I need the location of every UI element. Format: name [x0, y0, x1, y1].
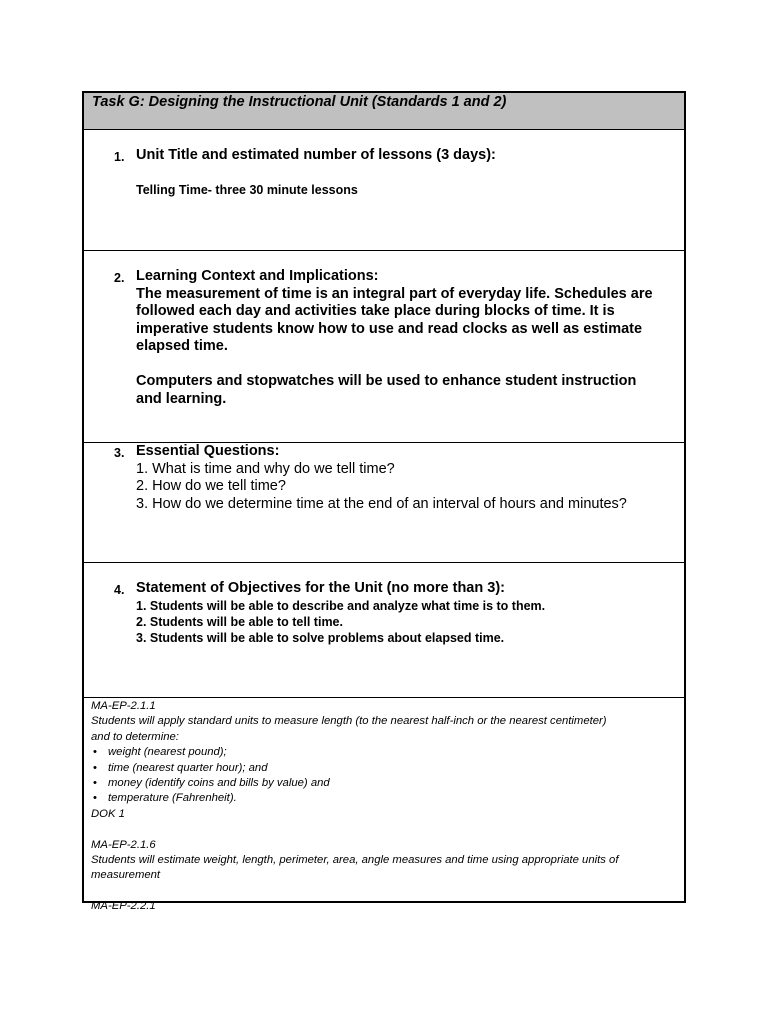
section-3-content — [136, 443, 676, 513]
section-1-number: 1. — [114, 150, 125, 164]
section-3-heading: Essential Questions: — [136, 443, 280, 459]
standards-content — [91, 699, 680, 915]
objectives-list — [136, 598, 676, 646]
list-item: • weight (nearest pound); — [91, 745, 680, 760]
standard-text: Students will estimate weight, length, perimeter, area, angle measures and time using appropriate units of — [91, 854, 619, 867]
context-line: imperative students know how to use and read clocks as well as estimate — [136, 320, 643, 337]
standards-row — [84, 698, 684, 913]
question-item: 1. What is time and why do we tell time? — [136, 460, 395, 477]
standard-code: MA-EP-2.1.6 — [91, 838, 156, 851]
section-4-row — [84, 563, 684, 698]
standard-bullet-list — [91, 745, 680, 807]
list-item: • time (nearest quarter hour); and — [91, 761, 680, 776]
standard-code: MA-EP-2.2.1 — [91, 900, 156, 913]
list-item: • temperature (Fahrenheit). — [91, 791, 680, 806]
question-item: 2. How do we tell time? — [136, 478, 286, 494]
standard-text: measurement — [91, 869, 161, 882]
dok-level: DOK 1 — [91, 807, 125, 820]
standard-code: MA-EP-2.1.1 — [91, 700, 156, 712]
section-2-heading: Learning Context and Implications: — [136, 268, 379, 284]
objective-item: 2. Students will be able to tell time. — [136, 615, 343, 629]
instructional-unit-table — [82, 91, 686, 913]
context-line: and learning. — [136, 390, 227, 407]
section-1-row — [84, 130, 684, 251]
context-line: followed each day and activities take place during blocks of time. It is — [136, 303, 615, 319]
question-item: 3. How do we determine time at the end of an interval of hours and minutes? — [136, 495, 627, 512]
section-2-number: 2. — [114, 271, 125, 285]
standard-text: and to determine: — [91, 730, 179, 743]
objective-item: 1. Students will be able to describe and analyze what time is to them. — [136, 599, 546, 613]
section-4-heading: Statement of Objectives for the Unit (no more than 3): — [136, 580, 505, 596]
list-item: • money (identify coins and bills by value) and — [91, 776, 680, 791]
table-header-row — [84, 93, 684, 130]
context-line: Computers and stopwatches will be used to enhance student instruction — [136, 373, 637, 389]
section-1-heading: Unit Title and estimated number of lessons (3 days): — [136, 147, 496, 163]
unit-title-text: Telling Time- three 30 minute lessons — [136, 183, 358, 197]
section-2-content — [136, 268, 676, 408]
section-3-number: 3. — [114, 446, 125, 460]
objective-item: 3. Students will be able to solve problems about elapsed time. — [136, 631, 505, 645]
context-line: elapsed time. — [136, 338, 228, 354]
task-title: Task G: Designing the Instructional Unit (Standards 1 and 2) — [92, 94, 507, 110]
section-4-number: 4. — [114, 583, 125, 597]
section-2-row — [84, 251, 684, 443]
context-line: The measurement of time is an integral part of everyday life. Schedules are — [136, 285, 653, 302]
standard-text: Students will apply standard units to measure length (to the nearest half-inch or the nearest centimeter) — [91, 715, 607, 728]
section-3-row — [84, 443, 684, 563]
